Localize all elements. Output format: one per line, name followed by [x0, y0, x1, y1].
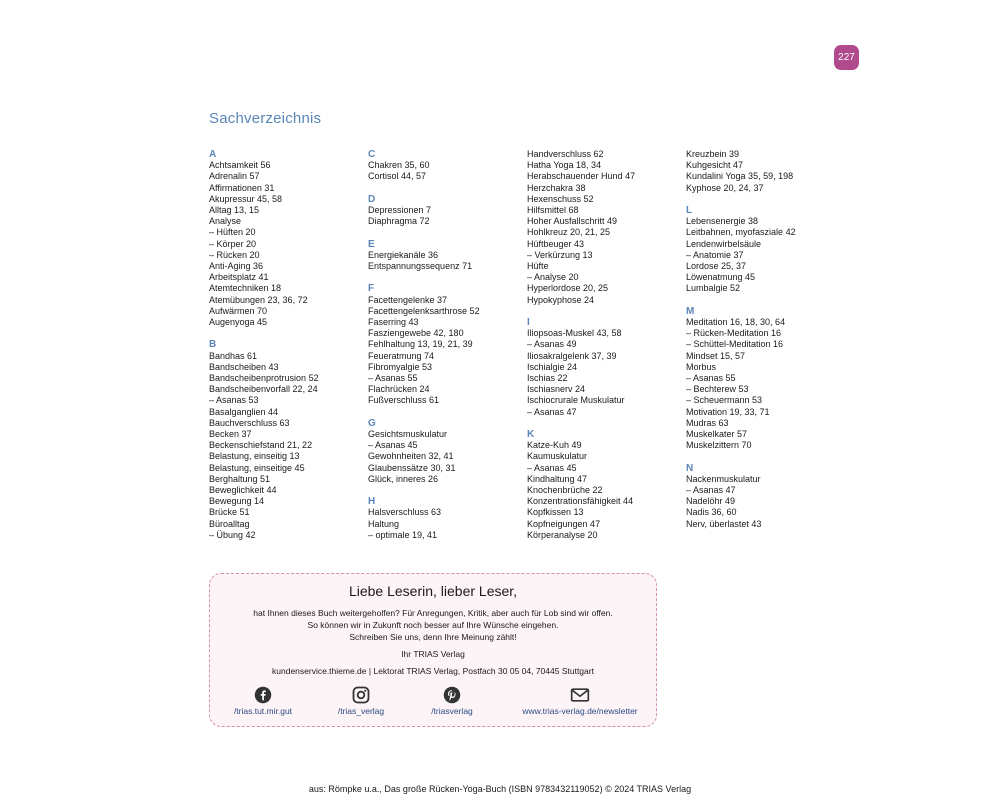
index-entry: – Asanas 47	[686, 485, 736, 495]
index-section	[686, 149, 846, 194]
index-entry: Kopfneigungen 47	[527, 518, 601, 529]
index-entry: Fibromyalgie 53	[368, 361, 433, 372]
index-letter: L	[686, 205, 693, 216]
index-entry: Lebensenergie 38	[686, 216, 759, 227]
index-entry: – Bechterew 53	[686, 384, 749, 395]
index-entry: Ischiasnerv 24	[527, 384, 586, 395]
contact-text-line: hat Ihnen dieses Buch weitergeholfen? Für Anregungen, Kritik, aber auch für Lob sind wir offen.	[253, 608, 613, 618]
contact-text-line: So können wir in Zukunft noch besser auf Ihre Wünsche eingehen.	[307, 620, 559, 630]
index-letter: N	[686, 462, 694, 474]
index-section	[527, 429, 687, 541]
contact-address: kundenservice.thieme.de | Lektorat TRIAS Verlag, Postfach 30 05 04, 70445 Stuttgart	[272, 666, 594, 676]
index-entry: Fehlhaltung 13, 19, 21, 39	[368, 339, 473, 350]
index-section	[368, 149, 528, 183]
index-column-2	[368, 149, 528, 552]
index-letter: K	[527, 429, 535, 441]
index-entry: Belastung, einseitig 13	[209, 451, 300, 462]
index-entry: Muskelzittern 70	[686, 440, 752, 451]
index-entry: Morbus	[686, 361, 717, 372]
index-section	[527, 317, 687, 418]
index-entry: Augenyoga 45	[209, 317, 268, 328]
index-section	[368, 194, 528, 228]
index-entry: Nadis 36, 60	[686, 507, 737, 518]
index-entry: Arbeitsplatz 41	[209, 272, 269, 283]
index-entry: Brücke 51	[209, 507, 250, 518]
index-entry: – Asanas 55	[686, 373, 736, 383]
index-entry: Anti-Aging 36	[209, 261, 264, 272]
index-entry: Nadelöhr 49	[686, 496, 736, 507]
pinterest-icon	[443, 686, 461, 704]
index-entry: Handverschluss 62	[527, 149, 604, 159]
index-entry: Ischias 22	[527, 373, 568, 384]
index-entry: Alltag 13, 15	[209, 205, 260, 215]
newsletter-link[interactable]	[510, 686, 650, 716]
index-entry: – Übung 42	[209, 529, 256, 540]
index-entry: Ischialgie 24	[527, 361, 578, 372]
pinterest-link[interactable]	[422, 686, 482, 716]
facebook-label: /trias.tut.mir.gut	[233, 706, 293, 716]
index-entry: Meditation 16, 18, 30, 64	[686, 316, 786, 327]
index-letter: H	[368, 496, 376, 508]
facebook-link[interactable]	[225, 686, 301, 716]
index-entry: – Asanas 45	[527, 462, 577, 473]
index-entry: Facettengelenke 37	[368, 294, 448, 305]
index-entry: – Asanas 47	[527, 406, 577, 417]
index-entry: – Asanas 45	[368, 440, 418, 451]
index-entry: Hoher Ausfallschritt 49	[527, 216, 618, 227]
index-entry: Depressionen 7	[368, 204, 432, 215]
index-entry: Konzentrationsfähigkeit 44	[527, 496, 634, 507]
index-entry: Iliosakralgelenk 37, 39	[527, 350, 617, 361]
index-letter: F	[368, 283, 375, 295]
index-entry: Mudras 63	[686, 417, 729, 428]
index-letter: I	[527, 317, 530, 329]
index-entry: Bewegung 14	[209, 496, 265, 507]
index-entry: Basalganglien 44	[209, 406, 279, 417]
index-entry: Flachrücken 24	[368, 384, 430, 395]
index-entry: Cortisol 44, 57	[368, 171, 427, 182]
index-entry: Halsverschluss 63	[368, 507, 442, 518]
index-entry: Kuhgesicht 47	[686, 160, 744, 171]
index-entry: Glaubenssätze 30, 31	[368, 462, 456, 473]
index-entry: Kaumuskulatur	[527, 451, 588, 462]
facebook-icon	[254, 686, 272, 704]
index-entry: Bandscheibenprotrusion 52	[209, 373, 319, 384]
index-entry: Hatha Yoga 18, 34	[527, 160, 602, 171]
index-entry: – Rücken-Meditation 16	[686, 328, 782, 339]
index-entry: – Asanas 53	[209, 395, 259, 406]
index-entry: – Hüften 20	[209, 227, 256, 238]
page-title: Sachverzeichnis	[209, 110, 322, 127]
newsletter-label: www.trias-verlag.de/newsletter	[522, 706, 638, 716]
index-section	[368, 496, 528, 541]
index-entry: Knochenbrüche 22	[527, 485, 603, 496]
source-footer: aus: Römpke u.a., Das große Rücken-Yoga-Buch (ISBN 9783432119052) © 2024 TRIAS Verlag	[308, 784, 692, 794]
index-entry: – Scheuermann 53	[686, 395, 763, 406]
index-entry: Atemtechniken 18	[209, 283, 282, 294]
instagram-link[interactable]	[330, 686, 392, 716]
index-entry: Herabschauender Hund 47	[527, 171, 636, 182]
index-entry: Bandscheibenvorfall 22, 24	[209, 384, 318, 395]
index-entry: Lendenwirbelsäule	[686, 238, 762, 249]
index-entry: Ischiocrurale Muskulatur	[527, 395, 625, 406]
index-entry: Hexenschuss 52	[527, 193, 594, 204]
index-entry: – Schüttel-Meditation 16	[686, 339, 784, 350]
index-section	[686, 463, 846, 530]
index-entry: – Körper 20	[209, 238, 257, 249]
index-entry: Fasziengewebe 42, 180	[368, 328, 464, 339]
reader-contact-box	[209, 573, 657, 727]
index-column-3	[527, 149, 687, 552]
index-entry: Kyphose 20, 24, 37	[686, 182, 764, 193]
index-entry: Hüfte	[527, 261, 549, 272]
instagram-icon	[352, 686, 370, 704]
index-entry: Nerv, überlastet 43	[686, 518, 762, 529]
instagram-label: /trias_verlag	[337, 706, 385, 716]
index-section	[368, 418, 528, 485]
contact-heading: Liebe Leserin, lieber Leser,	[348, 583, 518, 599]
index-entry: Haltung	[368, 518, 400, 529]
index-entry: – Anatomie 37	[686, 249, 744, 260]
index-entry: Aufwärmen 70	[209, 305, 268, 316]
index-entry: Bauchverschluss 63	[209, 417, 290, 428]
index-entry: Katze-Kuh 49	[527, 440, 582, 451]
index-section	[686, 306, 846, 452]
index-entry: Gewohnheiten 32, 41	[368, 451, 454, 462]
index-letter: A	[209, 149, 217, 160]
page-number: 227	[834, 45, 859, 70]
index-entry: Muskelkater 57	[686, 429, 748, 440]
index-entry: – Asanas 55	[368, 372, 418, 383]
index-entry: Kreuzbein 39	[686, 149, 740, 159]
index-entry: Achtsamkeit 56	[209, 160, 271, 171]
index-entry: – Rücken 20	[209, 249, 260, 260]
index-entry: Motivation 19, 33, 71	[686, 406, 770, 417]
index-entry: Leitbahnen, myofasziale 42	[686, 227, 796, 238]
index-section	[209, 149, 369, 328]
index-entry: Kopfkissen 13	[527, 507, 584, 518]
index-entry: Adrenalin 57	[209, 171, 260, 182]
index-entry: Glück, inneres 26	[368, 473, 439, 484]
index-entry: Lumbalgie 52	[686, 283, 741, 294]
index-entry: Herzchakra 38	[527, 182, 586, 193]
index-entry: – optimale 19, 41	[368, 529, 438, 540]
pinterest-label: /triasverlag	[431, 706, 473, 716]
index-entry: Gesichtsmuskulatur	[368, 428, 448, 439]
index-letter: B	[209, 339, 217, 351]
index-entry: – Asanas 49	[527, 339, 577, 350]
index-section	[686, 205, 846, 295]
index-entry: Kundalini Yoga 35, 59, 198	[686, 171, 794, 182]
index-entry: Affirmationen 31	[209, 182, 275, 193]
index-section	[209, 339, 369, 541]
index-entry: Facettengelenksarthrose 52	[368, 305, 480, 316]
index-letter: D	[368, 193, 376, 205]
index-section	[368, 283, 528, 406]
index-entry: Nackenmuskulatur	[686, 473, 761, 484]
index-entry: Diaphragma 72	[368, 216, 430, 227]
index-entry: – Verkürzung 13	[527, 249, 593, 260]
index-entry: Hüftbeuger 43	[527, 238, 585, 249]
index-entry: Kindhaltung 47	[527, 473, 588, 484]
index-entry: Chakren 35, 60	[368, 160, 430, 171]
index-entry: Hilfsmittel 68	[527, 205, 579, 216]
index-entry: Entspannungssequenz 71	[368, 260, 473, 271]
index-entry: Akupressur 45, 58	[209, 193, 283, 204]
index-entry: Mindset 15, 57	[686, 350, 746, 361]
index-entry: Beckenschiefstand 21, 22	[209, 440, 313, 451]
index-letter: C	[368, 149, 376, 160]
index-letter: G	[368, 417, 376, 429]
contact-signature: Ihr TRIAS Verlag	[401, 649, 465, 659]
index-entry: Hohlkreuz 20, 21, 25	[527, 227, 611, 238]
index-entry: Hyperlordose 20, 25	[527, 283, 609, 294]
mail-icon	[570, 686, 590, 704]
index-entry: Körperanalyse 20	[527, 529, 598, 540]
index-letter: E	[368, 238, 375, 250]
index-entry: Energiekanäle 36	[368, 249, 439, 260]
index-entry: Lordose 25, 37	[686, 261, 747, 271]
index-entry: Berghaltung 51	[209, 473, 271, 484]
index-entry: Büroalltag	[209, 518, 250, 529]
index-entry: Atemübungen 23, 36, 72	[209, 294, 308, 305]
index-entry: – Analyse 20	[527, 272, 579, 283]
index-entry: Hypokyphose 24	[527, 294, 595, 305]
index-section	[368, 239, 528, 273]
index-column-4	[686, 149, 846, 541]
index-letter: M	[686, 305, 695, 317]
index-entry: Becken 37	[209, 429, 252, 440]
index-entry: Bandhas 61	[209, 350, 258, 361]
index-column-1	[209, 149, 369, 552]
index-entry: Bandscheiben 43	[209, 361, 279, 372]
index-entry: Belastung, einseitige 45	[209, 462, 305, 473]
index-entry: Fußverschluss 61	[368, 395, 440, 406]
index-entry: Iliopsoas-Muskel 43, 58	[527, 328, 622, 339]
contact-text-line: Schreiben Sie uns, denn Ihre Meinung zählt!	[349, 632, 517, 642]
index-entry: Analyse	[209, 216, 242, 227]
index-entry: Löwenatmung 45	[686, 272, 756, 283]
index-entry: Faserring 43	[368, 316, 419, 327]
index-entry: Beweglichkeit 44	[209, 485, 277, 496]
index-section	[527, 149, 687, 306]
index-entry: Feueratmung 74	[368, 350, 435, 361]
